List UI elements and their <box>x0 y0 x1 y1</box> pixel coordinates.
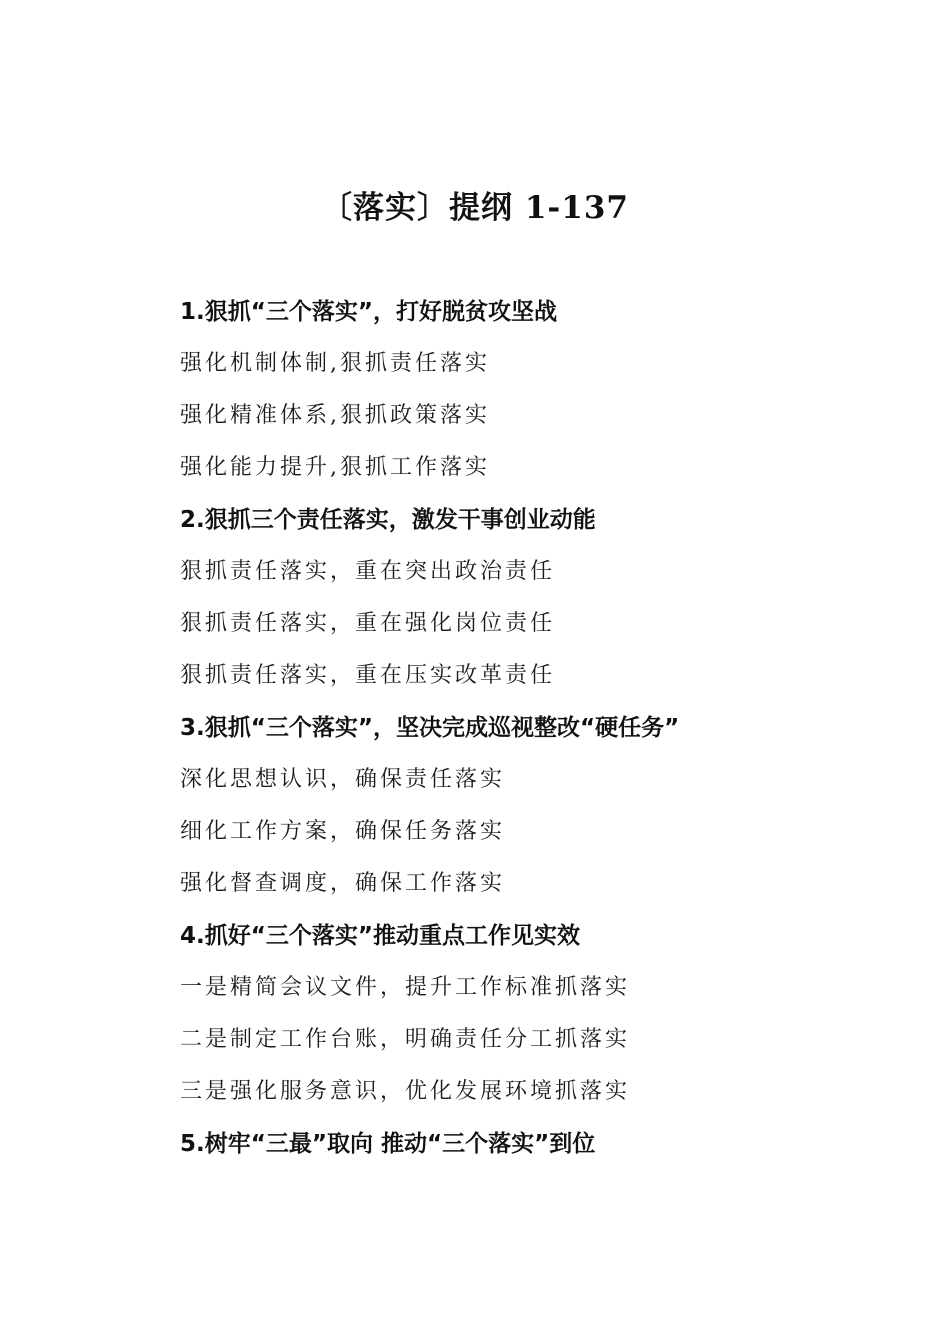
section-item: 二是制定工作台账，明确责任分工抓落实 <box>180 1027 631 1052</box>
section-heading: 1.狠抓“三个落实”，打好脱贫攻坚战 <box>180 299 557 325</box>
section-heading: 2.狠抓三个责任落实，激发干事创业动能 <box>180 507 596 533</box>
document-title: 〔落实〕提纲 1-137 <box>321 190 629 226</box>
section-item: 三是强化服务意识，优化发展环境抓落实 <box>180 1079 631 1104</box>
section-item: 狠抓责任落实，重在强化岗位责任 <box>180 611 556 636</box>
section-item: 强化能力提升,狠抓工作落实 <box>180 455 490 480</box>
section-heading: 3.狠抓“三个落实”，坚决完成巡视整改“硬任务” <box>180 715 680 741</box>
section-item: 狠抓责任落实，重在突出政治责任 <box>180 559 556 584</box>
section-item: 细化工作方案，确保任务落实 <box>180 819 506 844</box>
section-item: 强化督查调度，确保工作落实 <box>180 871 506 896</box>
section-heading: 4.抓好“三个落实”推动重点工作见实效 <box>180 923 580 949</box>
section-item: 狠抓责任落实，重在压实改革责任 <box>180 663 556 688</box>
outline-list <box>180 290 900 1174</box>
section-heading: 5.树牢“三最”取向 推动“三个落实”到位 <box>180 1131 596 1157</box>
section-item: 强化精准体系,狠抓政策落实 <box>180 403 490 428</box>
section-item: 强化机制体制,狠抓责任落实 <box>180 351 490 376</box>
section-item: 深化思想认识，确保责任落实 <box>180 767 506 792</box>
section-item: 一是精简会议文件，提升工作标准抓落实 <box>180 975 631 1000</box>
